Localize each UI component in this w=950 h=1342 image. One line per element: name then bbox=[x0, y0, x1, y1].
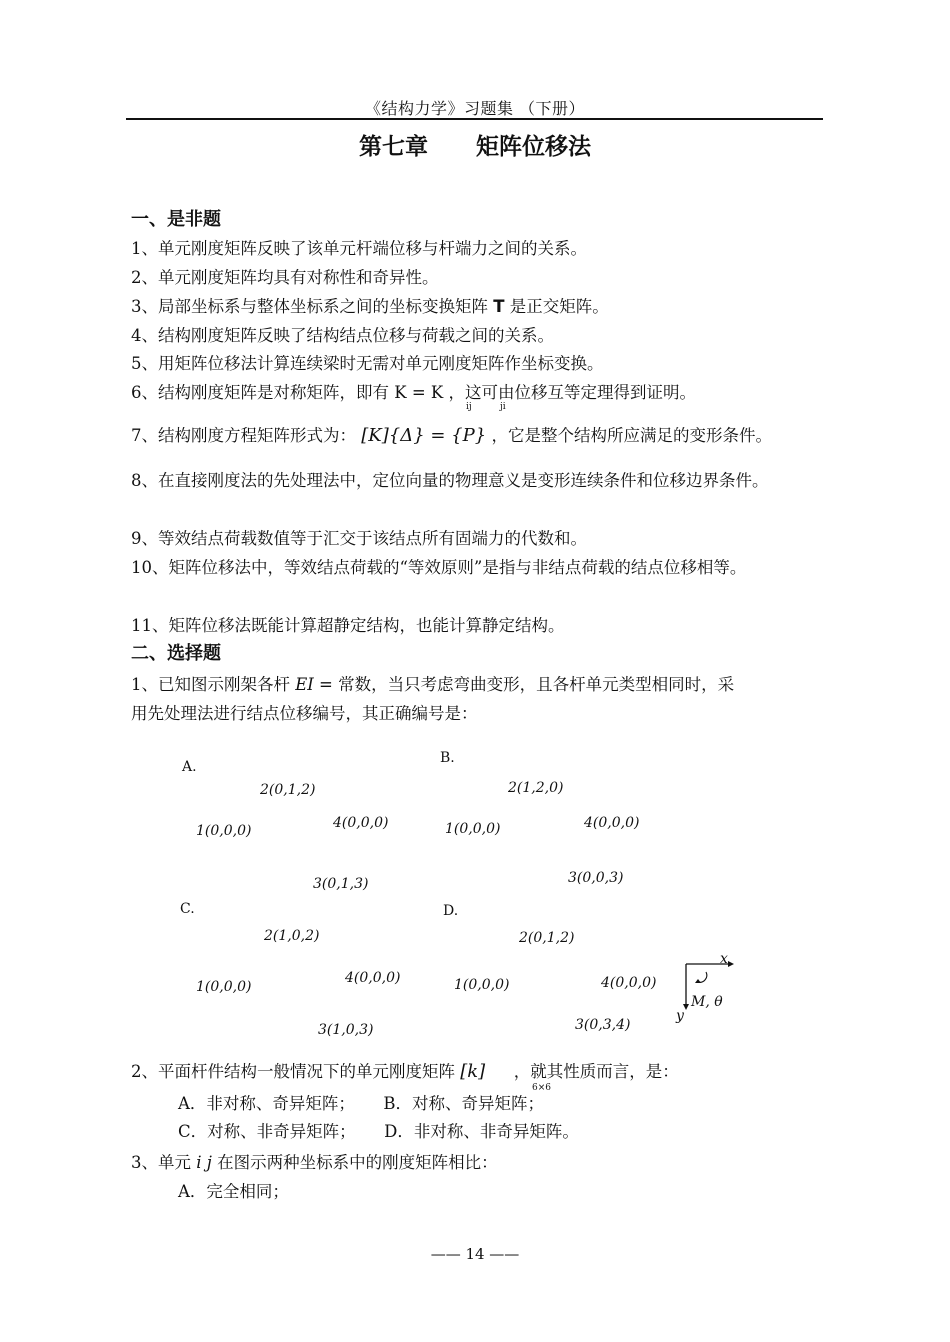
option-B-node-4: 4(0,0,0) bbox=[584, 815, 640, 831]
mc-question-1-line2: 用先处理法进行结点位移编号，其正确编号是： bbox=[131, 704, 478, 723]
option-B-node-2: 2(1,2,0) bbox=[508, 780, 564, 796]
q2-option-D: D．非对称、非奇异矩阵。 bbox=[384, 1122, 579, 1141]
axis-y-label: y bbox=[676, 1008, 684, 1024]
tf-item-7-text: 7、结构刚度方程矩阵形式为： bbox=[131, 426, 356, 445]
matrix-T-symbol: T bbox=[493, 297, 505, 316]
q2-options-row1 bbox=[178, 1093, 870, 1115]
subscript-ij: ij bbox=[466, 402, 472, 412]
q1-text-a: 1、已知图示刚架各杆 bbox=[131, 675, 290, 694]
option-A-node-4: 4(0,0,0) bbox=[333, 815, 389, 831]
q2-text-b: ，就其性质而言，是： bbox=[513, 1062, 679, 1081]
q2-matrix-size: 6×6 bbox=[532, 1083, 551, 1093]
symmetry-equation: K = K bbox=[394, 383, 444, 402]
tf-item-5: 5、用矩阵位移法计算连续梁时无需对单元刚度矩阵作坐标变换。 bbox=[131, 354, 604, 373]
tf-item-11: 11、矩阵位移法既能计算超静定结构，也能计算静定结构。 bbox=[131, 616, 565, 635]
option-B-label: B. bbox=[440, 750, 455, 766]
q3-element-ij: i j bbox=[196, 1153, 212, 1172]
mc-question-3 bbox=[131, 1152, 823, 1174]
q3-text-a: 3、单元 bbox=[131, 1153, 191, 1172]
chapter-name: 矩阵位移法 bbox=[476, 134, 591, 160]
option-A-node-1: 1(0,0,0) bbox=[196, 823, 252, 839]
q3-option-A: A．完全相同； bbox=[178, 1182, 289, 1201]
tf-item-6-tail: ，这可由位移互等定理得到证明。 bbox=[448, 383, 696, 402]
tf-item-9: 9、等效结点荷载数值等于汇交于该结点所有固端力的代数和。 bbox=[131, 529, 587, 548]
section-true-false-title: 一、是非题 bbox=[131, 209, 221, 230]
mc-question-2 bbox=[131, 1061, 823, 1083]
option-C-node-2: 2(1,0,2) bbox=[264, 928, 320, 944]
option-C-node-4: 4(0,0,0) bbox=[345, 970, 401, 986]
tf-item-3-tail: 是正交矩阵。 bbox=[509, 297, 609, 316]
tf-item-7 bbox=[131, 425, 823, 447]
option-C-node-3: 3(1,0,3) bbox=[318, 1022, 374, 1038]
q2-text-a: 2、平面杆件结构一般情况下的单元刚度矩阵 bbox=[131, 1062, 455, 1081]
stiffness-equation: [K]{Δ} = {P} bbox=[361, 425, 487, 446]
option-D-node-3: 3(0,3,4) bbox=[575, 1017, 631, 1033]
q1-EI: EI = bbox=[295, 675, 333, 694]
option-D-node-2: 2(0,1,2) bbox=[519, 930, 575, 946]
option-C-node-1: 1(0,0,0) bbox=[196, 979, 252, 995]
q3-text-b: 在图示两种坐标系中的刚度矩阵相比： bbox=[217, 1153, 498, 1172]
option-B-node-3: 3(0,0,3) bbox=[568, 870, 624, 886]
option-A-label: A. bbox=[182, 759, 197, 775]
tf-item-6 bbox=[131, 382, 823, 404]
option-D-node-4: 4(0,0,0) bbox=[601, 975, 657, 991]
q2-option-A: A．非对称、奇异矩阵； bbox=[178, 1094, 355, 1113]
page-number: —— 14 —— bbox=[430, 1245, 520, 1263]
page-header: 《结构力学》习题集 （下册） bbox=[364, 99, 586, 118]
section-choice-title: 二、选择题 bbox=[131, 643, 221, 664]
option-A-node-3: 3(0,1,3) bbox=[313, 876, 369, 892]
header-rule bbox=[126, 118, 823, 120]
option-A-node-2: 2(0,1,2) bbox=[260, 782, 316, 798]
tf-item-2: 2、单元刚度矩阵均具有对称性和奇异性。 bbox=[131, 268, 439, 287]
chapter-number: 第七章 bbox=[359, 134, 428, 160]
q2-options-row2 bbox=[178, 1121, 870, 1143]
q1-text-b: 常数，当只考虑弯曲变形，且各杆单元类型相同时，采 bbox=[338, 675, 735, 694]
moment-rotation-label: M, θ bbox=[691, 994, 723, 1010]
subscript-ji: ji bbox=[500, 402, 506, 412]
tf-item-3-text: 3、局部坐标系与整体坐标系之间的坐标变换矩阵 bbox=[131, 297, 488, 316]
option-B-node-1: 1(0,0,0) bbox=[445, 821, 501, 837]
q2-element-matrix: [k] bbox=[460, 1061, 486, 1082]
mc-question-1-line1 bbox=[131, 674, 823, 696]
tf-item-10: 10、矩阵位移法中，等效结点荷载的“等效原则”是指与非结点荷载的结点位移相等。 bbox=[131, 558, 747, 577]
axis-x-label: x bbox=[720, 951, 728, 967]
tf-item-7-tail: ，它是整个结构所应满足的变形条件。 bbox=[491, 426, 772, 445]
tf-item-1: 1、单元刚度矩阵反映了该单元杆端位移与杆端力之间的关系。 bbox=[131, 239, 587, 258]
tf-item-3 bbox=[131, 296, 823, 318]
chapter-title bbox=[0, 128, 950, 161]
tf-item-8: 8、在直接刚度法的先处理法中，定位向量的物理意义是变形连续条件和位移边界条件。 bbox=[131, 471, 769, 490]
q2-option-C: C．对称、非奇异矩阵； bbox=[178, 1122, 356, 1141]
tf-item-4: 4、结构刚度矩阵反映了结构结点位移与荷载之间的关系。 bbox=[131, 326, 554, 345]
option-D-label: D. bbox=[443, 903, 459, 919]
option-C-label: C. bbox=[180, 901, 195, 917]
option-D-node-1: 1(0,0,0) bbox=[454, 977, 510, 993]
q2-option-B: B．对称、奇异矩阵； bbox=[383, 1094, 545, 1113]
tf-item-6-text: 6、结构刚度矩阵是对称矩阵，即有 bbox=[131, 383, 389, 402]
